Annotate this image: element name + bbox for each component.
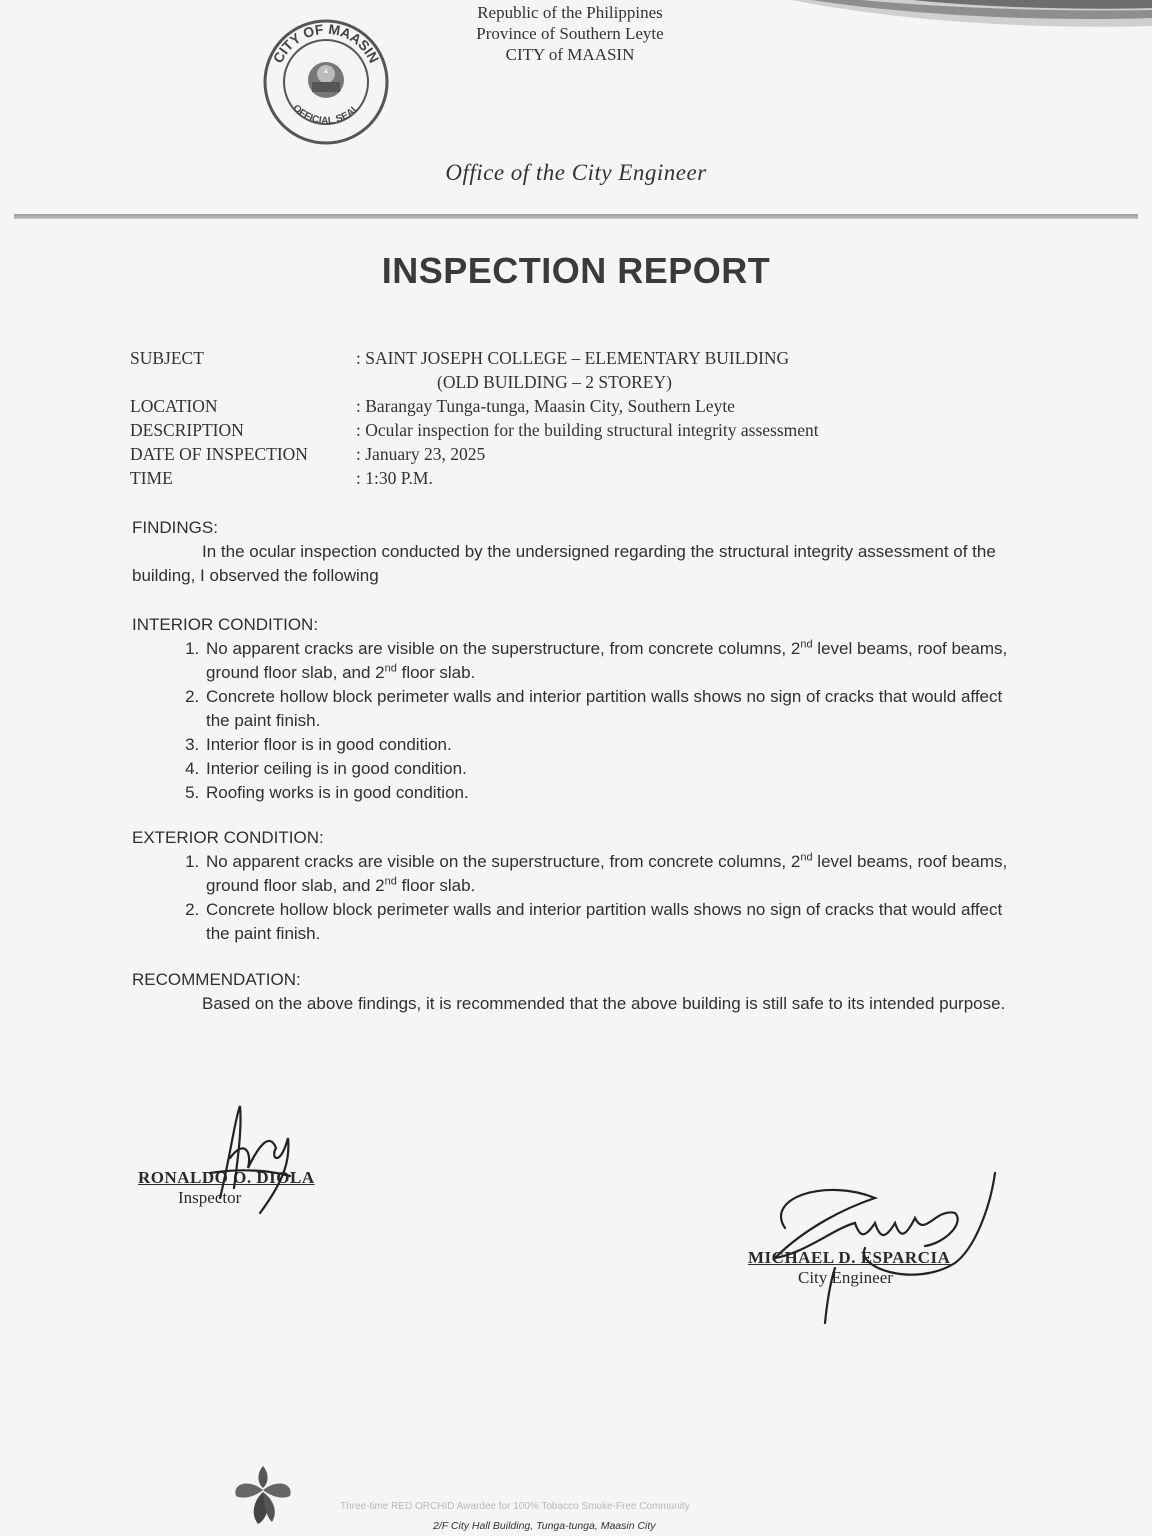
interior-section bbox=[132, 613, 1012, 805]
svg-text:CITY OF MAASIN: CITY OF MAASIN bbox=[269, 20, 383, 66]
republic-line: Republic of the Philippines bbox=[477, 3, 663, 22]
findings-section bbox=[132, 516, 1032, 588]
city-engineer-signature bbox=[765, 1168, 1005, 1328]
findings-paragraph: In the ocular inspection conducted by the undersigned regarding the structural integrity assessment of the building, I observed the following bbox=[132, 542, 996, 585]
city-seal-logo bbox=[262, 18, 390, 146]
exterior-section bbox=[132, 826, 1012, 946]
header-divider bbox=[14, 214, 1138, 219]
location-label: LOCATION bbox=[130, 396, 218, 416]
red-orchid-logo bbox=[228, 1460, 298, 1530]
date-label: DATE OF INSPECTION bbox=[130, 444, 308, 464]
interior-list bbox=[132, 637, 1012, 805]
list-item: 5. Roofing works is in good condition. bbox=[204, 781, 1012, 805]
inspector-name: RONALDO O. DIOLA bbox=[138, 1168, 315, 1187]
exterior-list bbox=[132, 850, 1012, 946]
report-details bbox=[130, 346, 819, 490]
description-value: : Ocular inspection for the building structural integrity assessment bbox=[356, 420, 819, 440]
recommendation-heading: RECOMMENDATION: bbox=[132, 970, 301, 989]
header-swoosh-graphic bbox=[792, 0, 1152, 60]
province-line: Province of Southern Leyte bbox=[476, 24, 664, 43]
list-item: 2. Concrete hollow block perimeter walls and interior partition walls shows no sign of cracks that would affect the paint finish. bbox=[204, 685, 1012, 733]
list-item: 1. No apparent cracks are visible on the superstructure, from concrete columns, 2nd level beams, roof beams, ground floor slab, and 2nd floor slab. bbox=[204, 850, 1012, 898]
inspector-title: Inspector bbox=[178, 1188, 242, 1207]
report-title: INSPECTION REPORT bbox=[381, 250, 771, 291]
svg-text:OFFICIAL SEAL: OFFICIAL SEAL bbox=[290, 102, 362, 127]
footer-award-text: Three-time RED ORCHID Awardee for 100% Tobacco Smoke-Free Community bbox=[340, 1501, 690, 1512]
subject-label: SUBJECT bbox=[130, 348, 204, 368]
description-label: DESCRIPTION bbox=[130, 420, 244, 440]
list-item: 2. Concrete hollow block perimeter walls and interior partition walls shows no sign of cracks that would affect the paint finish. bbox=[204, 898, 1012, 946]
list-item: 4. Interior ceiling is in good condition. bbox=[204, 757, 1012, 781]
time-value: : 1:30 P.M. bbox=[356, 468, 433, 488]
recommendation-section bbox=[132, 968, 1032, 1016]
city-engineer-title: City Engineer bbox=[798, 1268, 893, 1287]
inspector-signature bbox=[190, 1098, 300, 1218]
subject-value: : SAINT JOSEPH COLLEGE – ELEMENTARY BUILDING bbox=[356, 348, 790, 368]
subject-value-continued: (OLD BUILDING – 2 STOREY) bbox=[437, 372, 672, 392]
list-item: 3. Interior floor is in good condition. bbox=[204, 733, 1012, 757]
recommendation-paragraph: Based on the above findings, it is recommended that the above building is still safe to its intended purpose. bbox=[202, 994, 1006, 1013]
location-value: : Barangay Tunga-tunga, Maasin City, Southern Leyte bbox=[356, 396, 735, 416]
interior-heading: INTERIOR CONDITION: bbox=[132, 615, 319, 634]
findings-heading: FINDINGS: bbox=[132, 518, 218, 537]
header-government-lines bbox=[400, 2, 740, 65]
city-engineer-name: MICHAEL D. ESPARCIA bbox=[748, 1248, 951, 1267]
city-line: CITY of MAASIN bbox=[505, 45, 635, 64]
time-label: TIME bbox=[130, 468, 173, 488]
footer-address: 2/F City Hall Building, Tunga-tunga, Maasin City bbox=[433, 1520, 656, 1532]
exterior-heading: EXTERIOR CONDITION: bbox=[132, 828, 324, 847]
office-name: Office of the City Engineer bbox=[445, 160, 707, 185]
date-value: : January 23, 2025 bbox=[356, 444, 486, 464]
list-item: 1. No apparent cracks are visible on the superstructure, from concrete columns, 2nd level beams, roof beams, ground floor slab, and 2nd floor slab. bbox=[204, 637, 1012, 685]
